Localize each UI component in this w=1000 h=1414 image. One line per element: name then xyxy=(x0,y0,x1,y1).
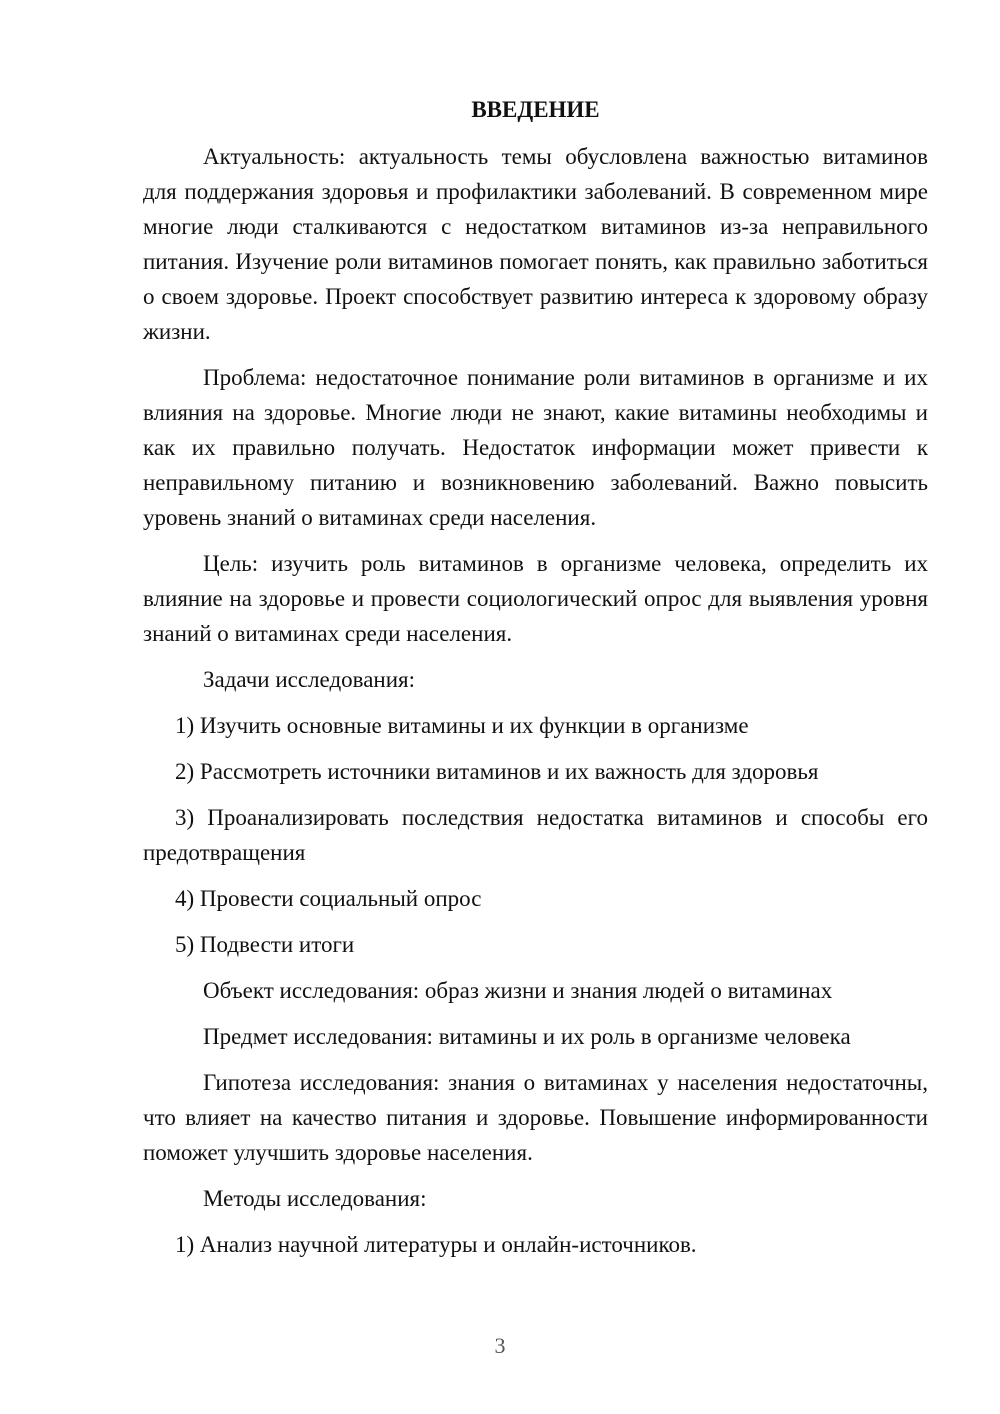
object-paragraph: Объект исследования: образ жизни и знания людей о витаминах xyxy=(203,978,833,1003)
page-content xyxy=(143,95,928,1273)
methods-title: Методы исследования: xyxy=(203,1186,427,1211)
task-item-2: 2) Рассмотреть источники витаминов и их важность для здоровья xyxy=(175,759,819,784)
method-item-1: 1) Анализ научной литературы и онлайн-источников. xyxy=(175,1232,697,1257)
subject-paragraph: Предмет исследования: витамины и их роль в организме человека xyxy=(203,1024,851,1049)
task-item-4: 4) Провести социальный опрос xyxy=(175,886,482,911)
hypothesis-paragraph: Гипотеза исследования: знания о витаминах у населения недостаточны, что влияет на качество питания и здоровье. Повышение информированности поможет улучшить здоровье населения. xyxy=(143,1070,928,1165)
problem-paragraph: Проблема: недостаточное понимание роли витаминов в организме и их влияния на здоровье. Многие люди не знают, какие витамины необходимы и как их правильно получать. Недостаток информации может привести к неправильному питанию и возникновению заболеваний. Важно повысить уровень знаний о витаминах среди населения. xyxy=(143,365,928,530)
section-heading: ВВЕДЕНИЕ xyxy=(471,97,600,122)
page-number: 3 xyxy=(494,1333,506,1358)
relevance-paragraph: Актуальность: актуальность темы обусловлена важностью витаминов для поддержания здоровья и профилактики заболеваний. В современном мире многие люди сталкиваются с недостатком витаминов из-за неправильного питания. Изучение роли витаминов помогает понять, как правильно заботиться о своем здоровье. Проект способствует развитию интереса к здоровому образу жизни. xyxy=(143,144,928,344)
goal-paragraph: Цель: изучить роль витаминов в организме человека, определить их влияние на здоровье и провести социологический опрос для выявления уровня знаний о витаминах среди населения. xyxy=(143,551,928,646)
task-item-5: 5) Подвести итоги xyxy=(175,932,355,957)
task-item-3: 3) Проанализировать последствия недостатка витаминов и способы его предотвращения xyxy=(143,805,928,865)
task-item-1: 1) Изучить основные витамины и их функции в организме xyxy=(175,713,749,738)
tasks-title: Задачи исследования: xyxy=(203,667,416,692)
